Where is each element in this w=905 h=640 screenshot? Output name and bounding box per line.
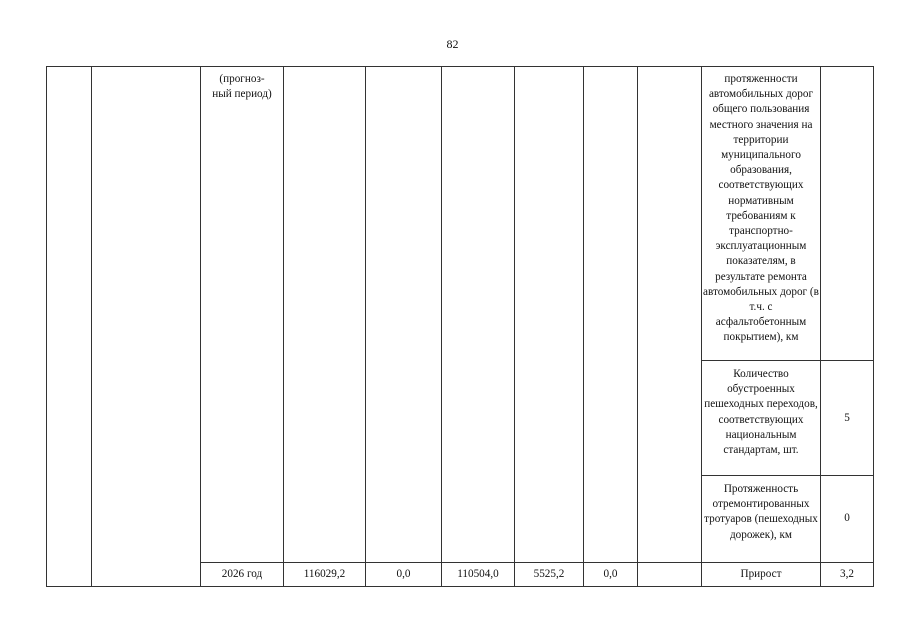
total-cell: 116029,2	[303, 568, 346, 580]
column-divider	[583, 66, 584, 587]
row-divider	[701, 475, 873, 476]
indicator-name: Количество обустроенных пешеходных переходов, соответствующих национальным стандартам, шт.	[704, 368, 818, 457]
indicator-value: 5	[844, 412, 850, 424]
column-divider	[701, 66, 702, 587]
value-cell: 0,0	[603, 568, 618, 580]
column-divider	[200, 66, 201, 587]
page-number: 82	[446, 37, 459, 51]
indicator-name: Прирост	[740, 568, 782, 580]
indicator-value: 0	[844, 512, 850, 524]
forecast-period-label: (прогноз- ный период)	[212, 73, 272, 101]
row-divider	[701, 360, 873, 361]
column-divider	[46, 66, 47, 587]
value-cell: 0,0	[396, 568, 411, 580]
table-top-border	[46, 66, 873, 67]
column-divider	[283, 66, 284, 587]
row-divider	[200, 562, 873, 563]
column-divider	[873, 66, 874, 587]
column-divider	[441, 66, 442, 587]
value-cell: 5525,2	[533, 568, 565, 580]
table-bottom-border	[46, 586, 873, 587]
indicator-name: протяженности автомобильных дорог общего пользования местного значения на территории муниципального образования, соответствующих нормативным требованиям к транспортно-эксплуатационным показателям, в результате ремонта автомобильных дорог (в т.ч. с асфальтобетонным покрытием), км	[703, 73, 819, 344]
column-divider	[637, 66, 638, 587]
year-cell: 2026 год	[221, 568, 263, 580]
column-divider	[514, 66, 515, 587]
column-divider	[365, 66, 366, 587]
indicator-name: Протяженность отремонтированных тротуаров (пешеходных дорожек), км	[704, 483, 818, 541]
column-divider	[91, 66, 92, 587]
indicator-value: 3,2	[840, 568, 854, 580]
value-cell: 110504,0	[457, 568, 499, 580]
column-divider	[820, 66, 821, 587]
